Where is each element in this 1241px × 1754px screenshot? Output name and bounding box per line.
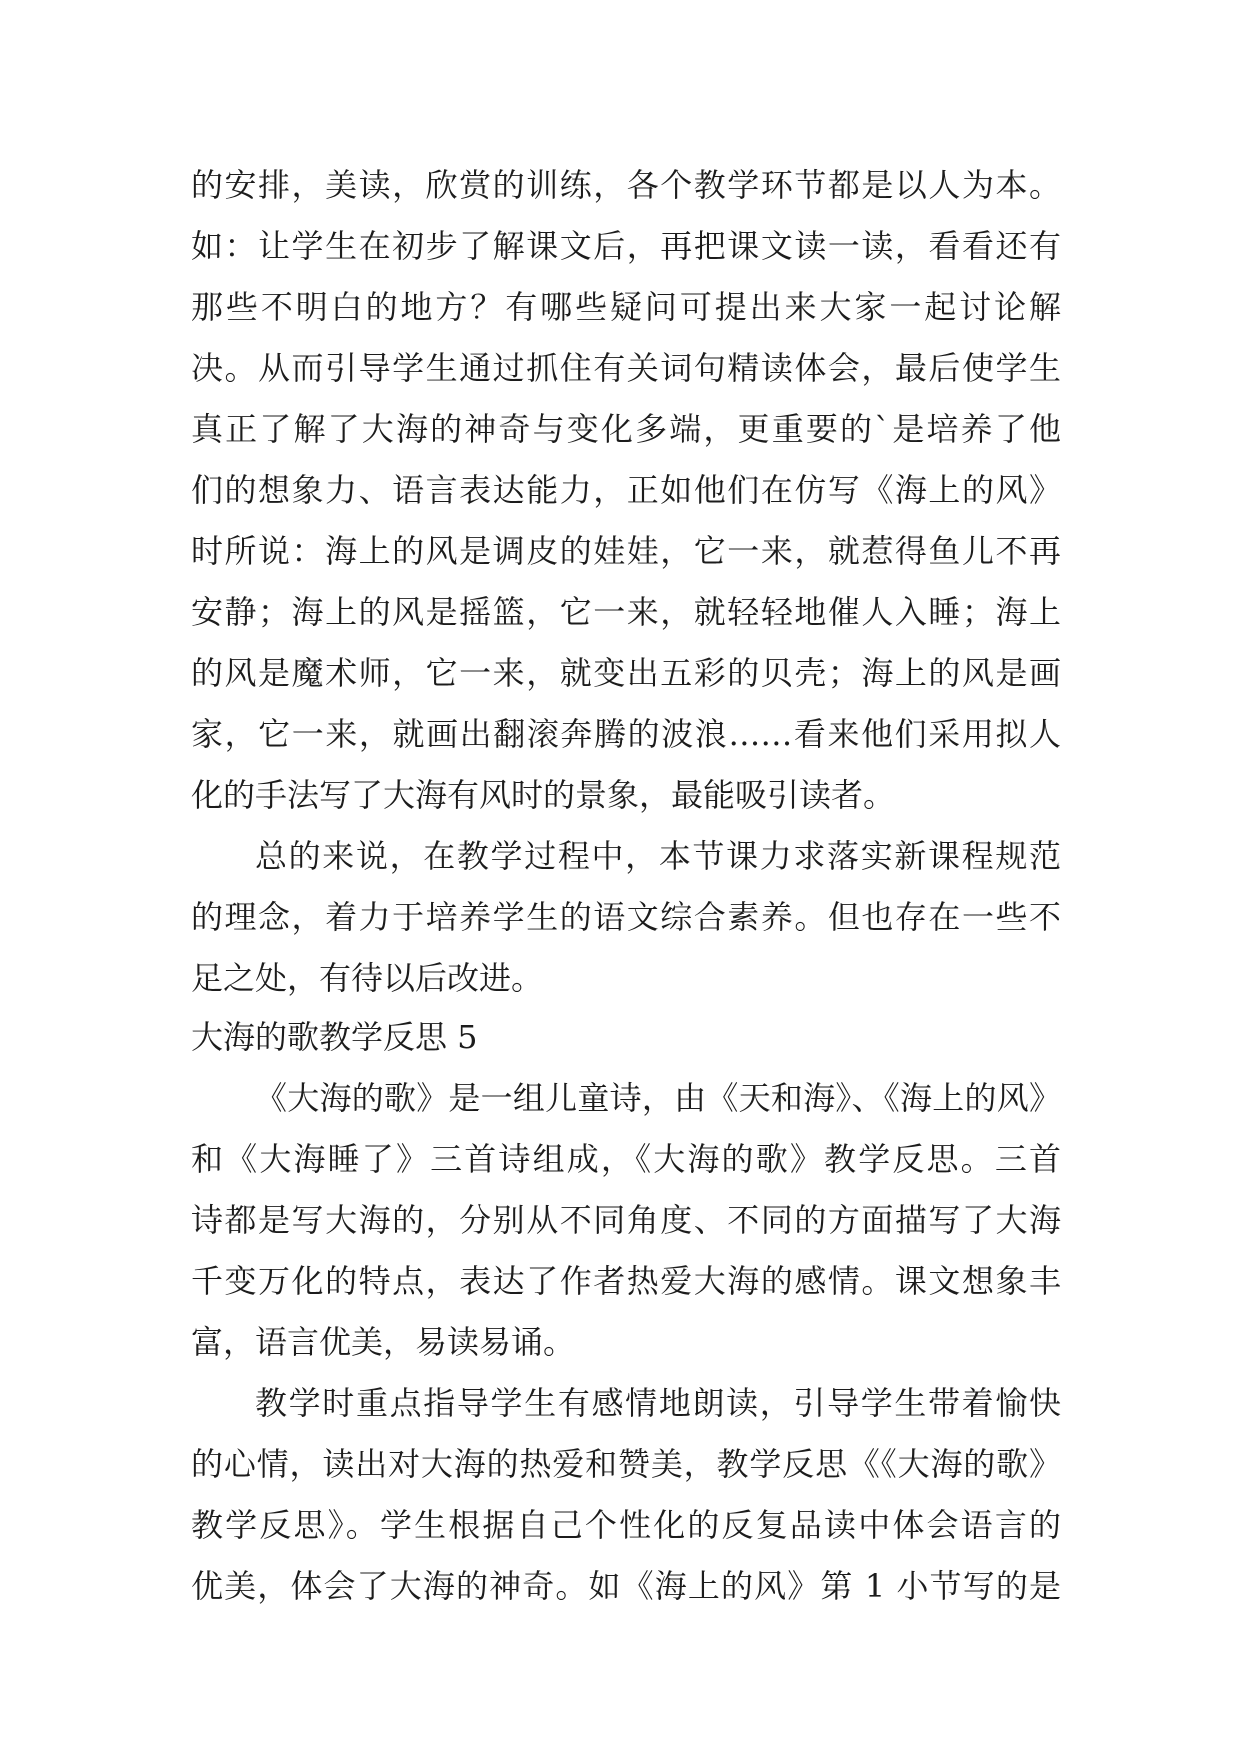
- section-heading: 大海的歌教学反思 5: [191, 1018, 478, 1056]
- paragraph-3-line: 千变万化的特点，表达了作者热爱大海的感情。课文想象丰: [191, 1262, 1061, 1300]
- paragraph-2-line: 的理念，着力于培养学生的语文综合素养。但也存在一些不: [191, 898, 1061, 936]
- paragraph-1-line: 如：让学生在初步了解课文后，再把课文读一读，看看还有: [191, 227, 1061, 265]
- paragraph-4-line: 教学反思》。学生根据自己个性化的反复品读中体会语言的: [191, 1506, 1061, 1544]
- paragraph-2-line: 足之处，有待以后改进。: [191, 959, 544, 997]
- paragraph-3-line: 和《大海睡了》三首诗组成，《大海的歌》教学反思。三首: [191, 1140, 1061, 1178]
- paragraph-1-line: 化的手法写了大海有风时的景象，最能吸引读者。: [191, 776, 896, 814]
- paragraph-1-line: 决。从而引导学生通过抓住有关词句精读体会，最后使学生: [191, 349, 1061, 387]
- paragraph-4-line: 的心情，读出对大海的热爱和赞美，教学反思《《大海的歌》: [191, 1445, 1061, 1483]
- paragraph-4-line: 教学时重点指导学生有感情地朗读，引导学生带着愉快: [255, 1384, 1061, 1422]
- paragraph-1-line: 的风是魔术师，它一来，就变出五彩的贝壳；海上的风是画: [191, 654, 1061, 692]
- paragraph-3-line: 诗都是写大海的，分别从不同角度、不同的方面描写了大海: [191, 1201, 1061, 1239]
- paragraph-1-line: 的安排，美读，欣赏的训练，各个教学环节都是以人为本。: [191, 166, 1061, 204]
- paragraph-1-line: 那些不明白的地方？有哪些疑问可提出来大家一起讨论解: [191, 288, 1061, 326]
- paragraph-2-line: 总的来说，在教学过程中，本节课力求落实新课程规范: [255, 837, 1061, 875]
- paragraph-3-line: 富，语言优美，易读易诵。: [191, 1323, 576, 1361]
- paragraph-1-line: 们的想象力、语言表达能力，正如他们在仿写《海上的风》: [191, 471, 1061, 509]
- paragraph-1-line: 时所说：海上的风是调皮的娃娃，它一来，就惹得鱼儿不再: [191, 532, 1061, 570]
- paragraph-1-line: 家，它一来，就画出翻滚奔腾的波浪……看来他们采用拟人: [191, 715, 1061, 753]
- paragraph-3-line: 《大海的歌》是一组儿童诗，由《天和海》、《海上的风》: [255, 1079, 1061, 1117]
- paragraph-1-line: 真正了解了大海的神奇与变化多端，更重要的`是培养了他: [191, 410, 1061, 448]
- paragraph-1-line: 安静；海上的风是摇篮，它一来，就轻轻地催人入睡；海上: [191, 593, 1061, 631]
- paragraph-4-line: 优美，体会了大海的神奇。如《海上的风》第 1 小节写的是: [191, 1567, 1061, 1605]
